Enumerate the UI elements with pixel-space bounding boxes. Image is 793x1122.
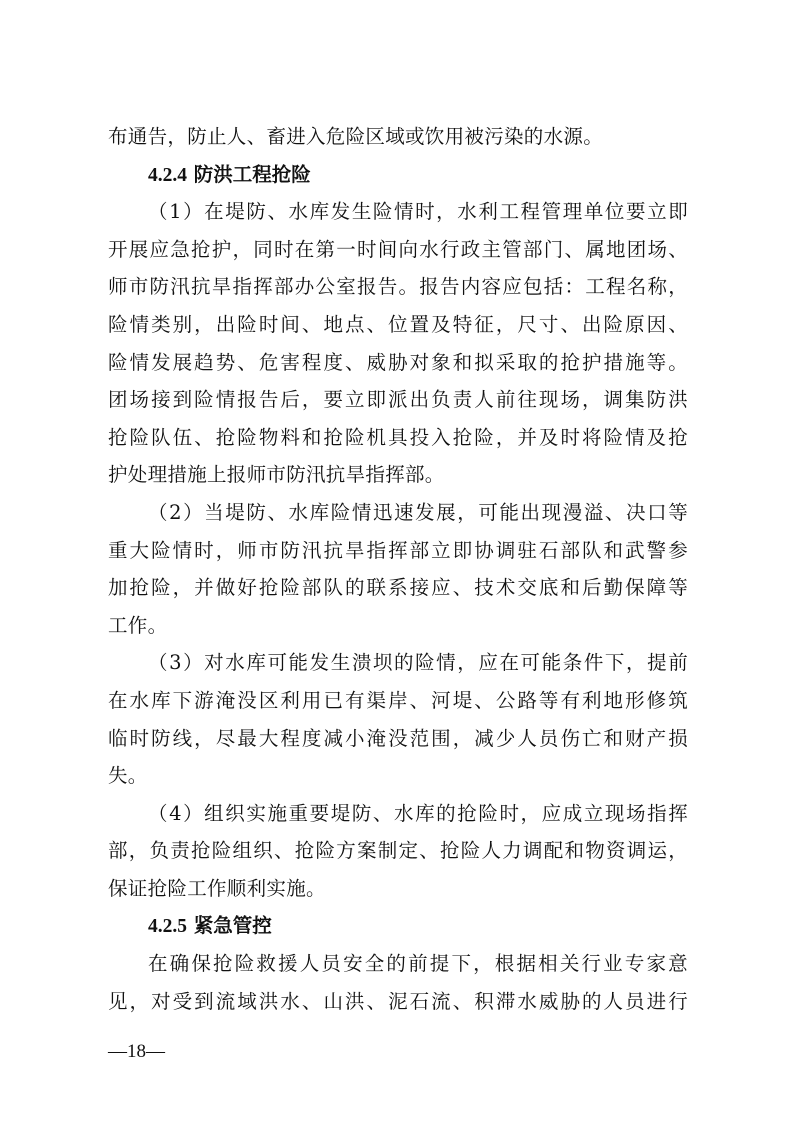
text-line: 团场接到险情报告后，要立即派出负责人前往现场，调集防洪 xyxy=(108,388,688,412)
text-line: 开展应急抢护，同时在第一时间向水行政主管部门、属地团场、 xyxy=(108,237,688,261)
section-heading-4-2-4 xyxy=(108,156,688,194)
text-line: 失。 xyxy=(108,764,148,788)
text-line: 加抢险，并做好抢险部队的联系接应、技术交底和后勤保障等 xyxy=(108,576,688,600)
section-title: 紧急管控 xyxy=(193,914,272,938)
text-line: 重大险情时，师市防汛抗旱指挥部立即协调驻石部队和武警参 xyxy=(108,538,688,562)
text-line: 在确保抢险救援人员安全的前提下，根据相关行业专家意 xyxy=(148,952,688,976)
text-line: 布通告，防止人、畜进入危险区域或饮用被污染的水源。 xyxy=(108,125,604,148)
text-line: 临时防线，尽最大程度减小淹没范围，减少人员伤亡和财产损 xyxy=(108,726,688,750)
text-line: （2）当堤防、水库险情迅速发展，可能出现漫溢、决口等 xyxy=(148,500,688,524)
text-line: 护处理措施上报师市防汛抗旱指挥部。 xyxy=(108,463,445,487)
document-body xyxy=(108,118,688,1020)
text-line: （1）在堤防、水库发生险情时，水利工程管理单位要立即 xyxy=(148,200,688,224)
text-line: 部，负责抢险组织、抢险方案制定、抢险人力调配和物资调运， xyxy=(108,839,688,863)
text-line: 抢险队伍、抢险物料和抢险机具投入抢险，并及时将险情及抢 xyxy=(108,425,688,449)
text-line: 在水库下游淹没区利用已有渠岸、河堤、公路等有利地形修筑 xyxy=(108,688,688,712)
section-number: 4.2.4 xyxy=(148,164,187,186)
text-line: 见，对受到流域洪水、山洪、泥石流、积滞水威胁的人员进行 xyxy=(108,989,688,1013)
text-line: （3）对水库可能发生溃坝的险情，应在可能条件下，提前 xyxy=(148,651,688,675)
text-line: 险情发展趋势、危害程度、威胁对象和拟采取的抢护措施等。 xyxy=(108,350,688,374)
text-line: 保证抢险工作顺利实施。 xyxy=(108,876,326,900)
page-number: —18— xyxy=(108,1041,165,1062)
text-line: 师市防汛抗旱指挥部办公室报告。报告内容应包括：工程名称， xyxy=(108,275,688,299)
text-line: 工作。 xyxy=(108,613,168,637)
text-line: 险情类别，出险时间、地点、位置及特征，尺寸、出险原因、 xyxy=(108,312,688,336)
section-number: 4.2.5 xyxy=(148,916,187,938)
section-heading-4-2-5 xyxy=(108,907,688,945)
section-title: 防洪工程抢险 xyxy=(193,162,311,186)
text-line: （4）组织实施重要堤防、水库的抢险时，应成立现场指挥 xyxy=(148,801,688,825)
